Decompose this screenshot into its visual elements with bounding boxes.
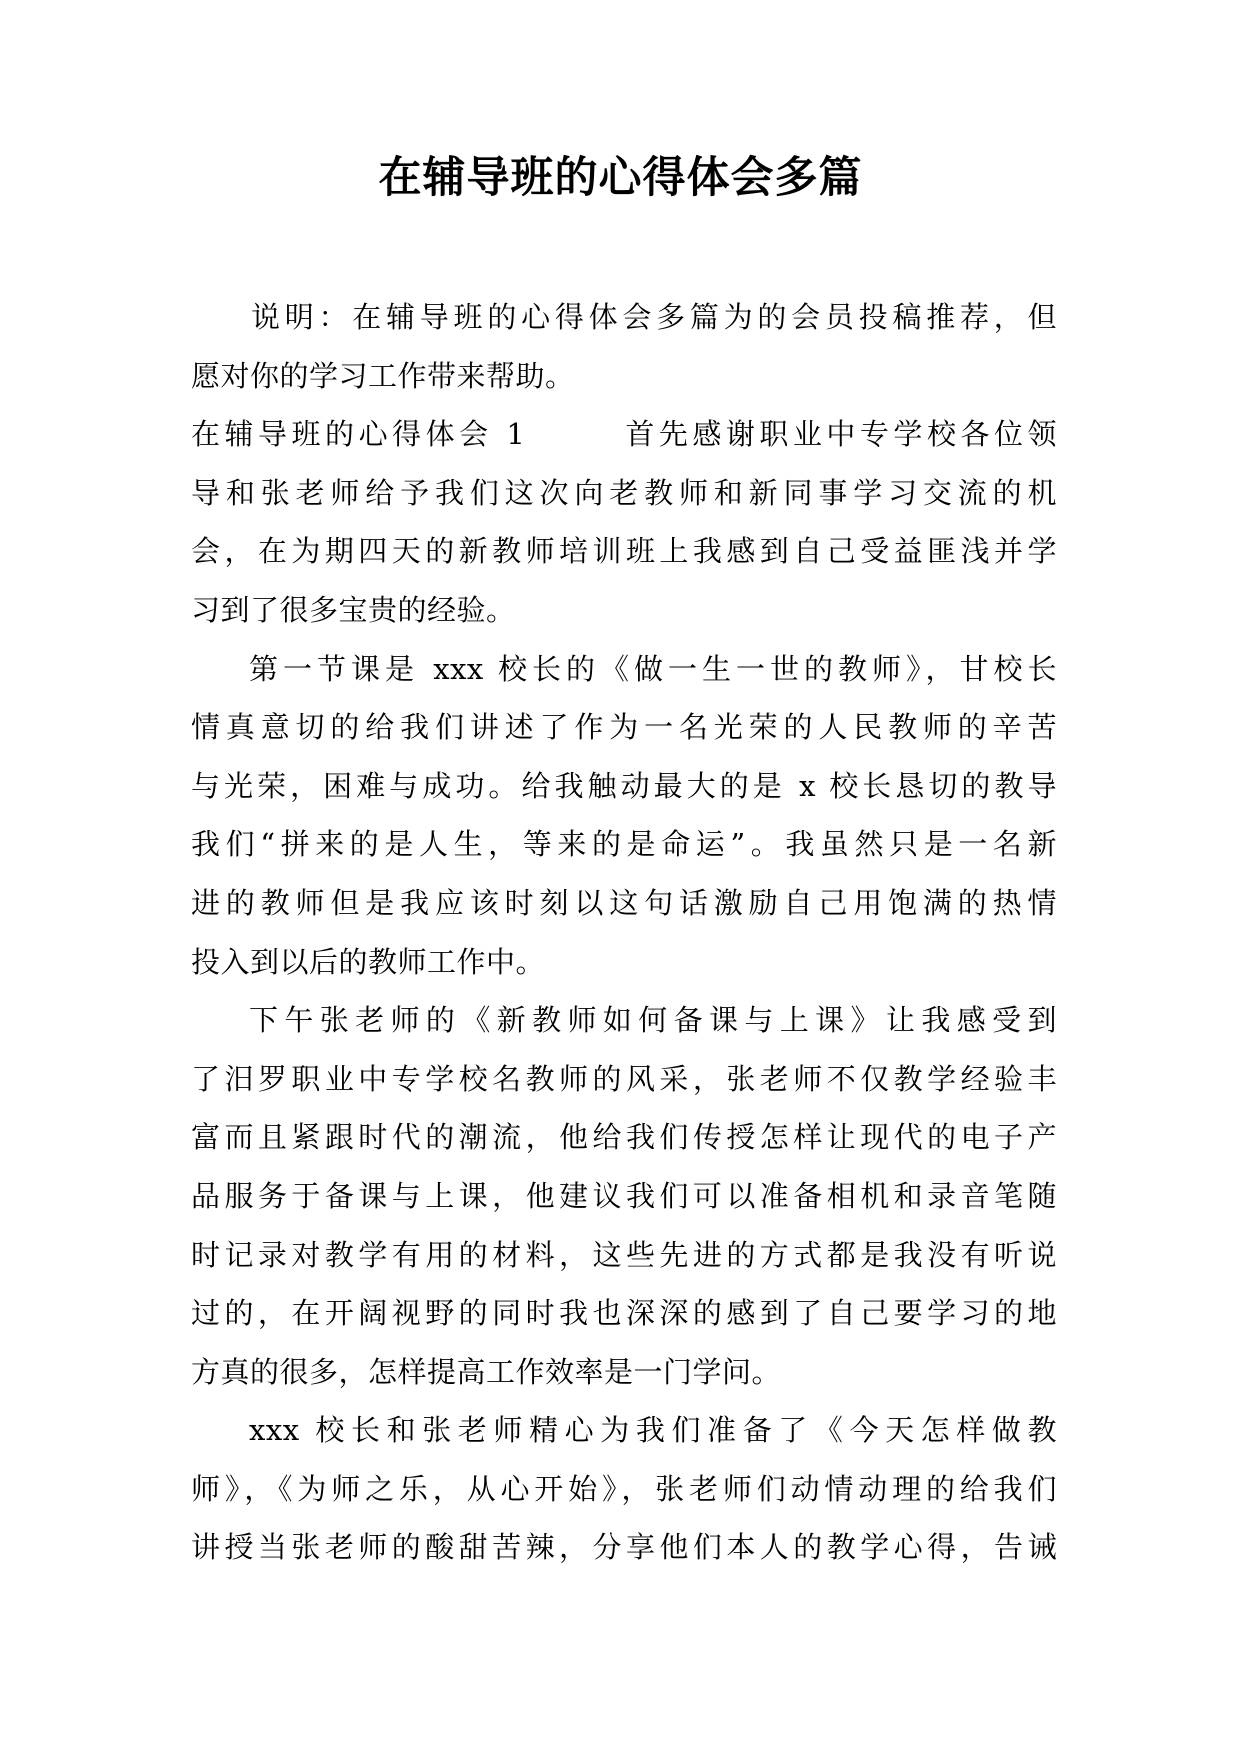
document-title: 在辅导班的心得体会多篇: [378, 153, 863, 203]
paragraph-line: xxx 校长和张老师精心为我们准备了《今天怎样做教: [249, 1413, 1057, 1448]
paragraph-line: 我们“拼来的是人生，等来的是命运”。我虽然只是一名新: [191, 827, 1057, 862]
paragraph-line: 过的，在开阔视野的同时我也深深的感到了自己要学习的地: [191, 1296, 1057, 1331]
section-heading: 在辅导班的心得体会 1: [191, 417, 526, 452]
paragraph-line: 投入到以后的教师工作中。: [191, 944, 546, 979]
paragraph-line: 时记录对教学有用的材料，这些先进的方式都是我没有听说: [191, 1237, 1057, 1272]
paragraph-line: 方真的很多，怎样提高工作效率是一门学问。: [191, 1354, 782, 1389]
paragraph-line: 习到了很多宝贵的经验。: [191, 592, 516, 627]
section-heading-line: [191, 405, 1057, 464]
paragraph-line: 情真意切的给我们讲述了作为一名光荣的人民教师的辛苦: [191, 710, 1057, 745]
paragraph-line: 与光荣，困难与成功。给我触动最大的是 x 校长恳切的教导: [191, 768, 1057, 803]
paragraph-line: 讲授当张老师的酸甜苦辣，分享他们本人的教学心得，告诫: [191, 1530, 1057, 1565]
paragraph-line: 第一节课是 xxx 校长的《做一生一世的教师》，甘校长: [249, 651, 1057, 686]
paragraph-line: 会，在为期四天的新教师培训班上我感到自己受益匪浅并学: [191, 534, 1057, 569]
section-first-text: 首先感谢职业中专学校各位领: [621, 417, 1057, 452]
paragraph-line: 导和张老师给予我们这次向老教师和新同事学习交流的机: [191, 475, 1057, 510]
document-body: [191, 288, 1057, 1577]
paragraph-line: 愿对你的学习工作带来帮助。: [191, 358, 575, 393]
paragraph-line: 品服务于备课与上课，他建议我们可以准备相机和录音笔随: [191, 1178, 1057, 1213]
paragraph-line: 师》，《为师之乐，从心开始》，张老师们动情动理的给我们: [191, 1471, 1057, 1506]
paragraph-line: 下午张老师的《新教师如何备课与上课》让我感受到: [249, 1003, 1057, 1038]
paragraph-line: 说明：在辅导班的心得体会多篇为的会员投稿推荐，但: [251, 300, 1057, 334]
paragraph-line: 进的教师但是我应该时刻以这句话激励自己用饱满的热情: [191, 885, 1057, 920]
paragraph-line: 了汨罗职业中专学校名教师的风采，张老师不仅教学经验丰: [191, 1061, 1057, 1096]
paragraph-line: 富而且紧跟时代的潮流，他给我们传授怎样让现代的电子产: [191, 1120, 1057, 1155]
